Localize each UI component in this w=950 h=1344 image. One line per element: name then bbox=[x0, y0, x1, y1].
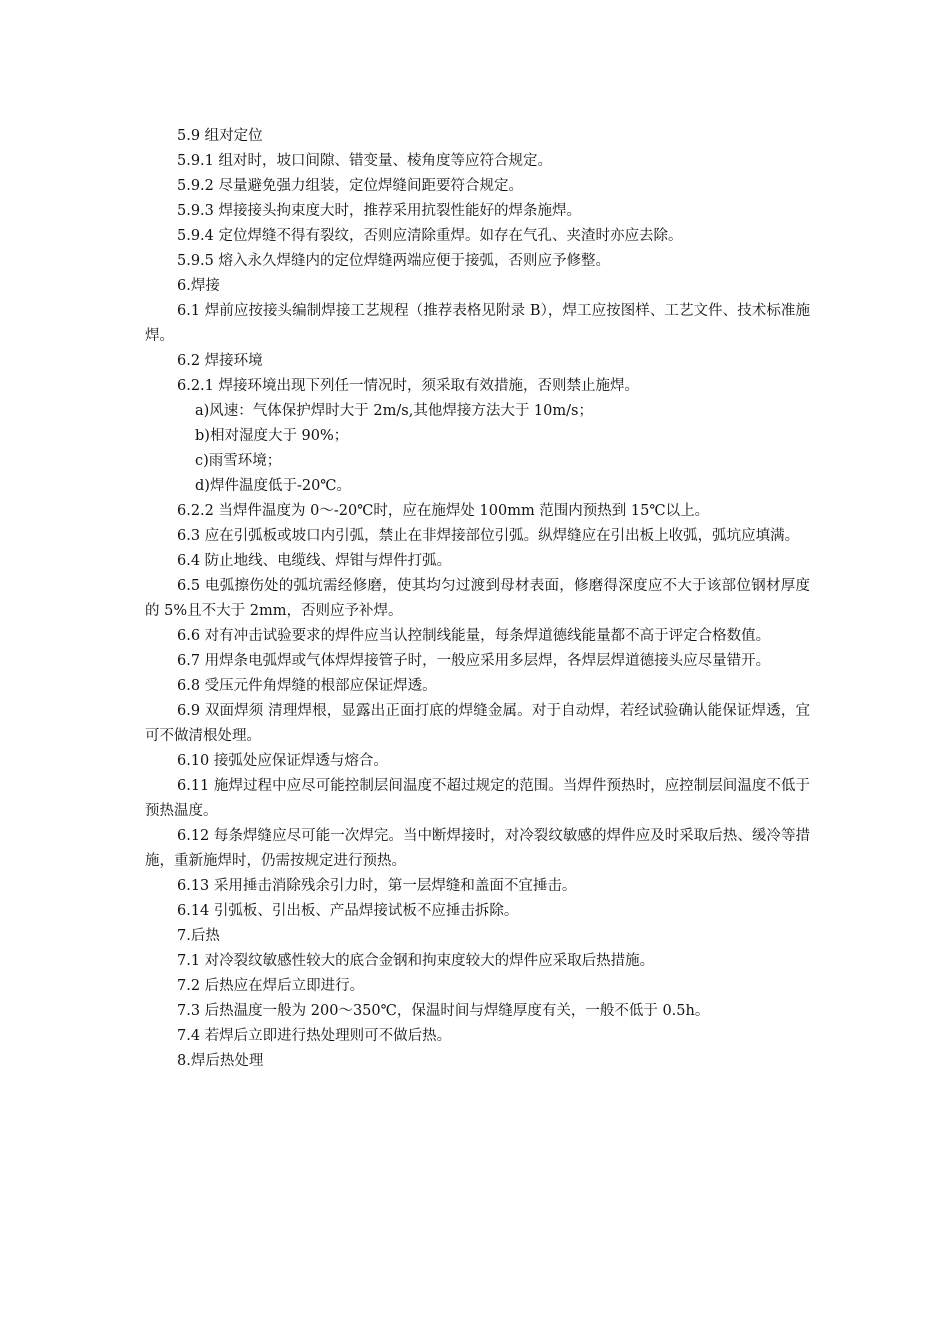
paragraph: 6.9 双面焊须 清理焊根，显露出正面打底的焊缝金属。对于自动焊，若经试验确认能保证焊透，宜可不做清根处理。 bbox=[145, 703, 810, 744]
paragraph: 6.4 防止地线、电缆线、焊钳与焊件打弧。 bbox=[177, 553, 452, 569]
section-heading: 7.后热 bbox=[177, 928, 220, 944]
paragraph: 5.9.1 组对时，坡口间隙、错变量、棱角度等应符合规定。 bbox=[177, 153, 553, 169]
list-item: d)焊件温度低于-20℃。 bbox=[195, 478, 352, 494]
list-item: b)相对湿度大于 90%； bbox=[195, 428, 349, 444]
section-heading: 6.焊接 bbox=[177, 278, 220, 294]
paragraph: 5.9.3 焊接接头拘束度大时，推荐采用抗裂性能好的焊条施焊。 bbox=[177, 203, 582, 219]
paragraph: 7.4 若焊后立即进行热处理则可不做后热。 bbox=[177, 1028, 452, 1044]
paragraph: 7.2 后热应在焊后立即进行。 bbox=[177, 978, 365, 994]
paragraph: 7.3 后热温度一般为 200～350℃，保温时间与焊缝厚度有关，一般不低于 0.5h。 bbox=[177, 1003, 710, 1019]
paragraph: 6.2 焊接环境 bbox=[177, 353, 263, 369]
document-body bbox=[145, 124, 810, 1074]
paragraph: 6.14 引弧板、引出板、产品焊接试板不应捶击拆除。 bbox=[177, 903, 519, 919]
paragraph: 5.9.4 定位焊缝不得有裂纹，否则应清除重焊。如存在气孔、夹渣时亦应去除。 bbox=[177, 228, 683, 244]
paragraph: 6.2.2 当焊件温度为 0～-20℃时，应在施焊处 100mm 范围内预热到 15℃以上。 bbox=[177, 503, 710, 519]
paragraph: 6.6 对有冲击试验要求的焊件应当认控制线能量，每条焊道德线能量都不高于评定合格数值。 bbox=[177, 628, 771, 644]
paragraph: 6.2.1 焊接环境出现下列任一情况时，须采取有效措施，否则禁止施焊。 bbox=[177, 378, 640, 394]
list-item: c)雨雪环境； bbox=[195, 453, 282, 469]
paragraph: 6.8 受压元件角焊缝的根部应保证焊透。 bbox=[177, 678, 437, 694]
paragraph: 6.10 接弧处应保证焊透与熔合。 bbox=[177, 753, 388, 769]
paragraph: 6.11 施焊过程中应尽可能控制层间温度不超过规定的范围。当焊件预热时，应控制层间温度不低于预热温度。 bbox=[145, 778, 810, 819]
paragraph: 6.13 采用捶击消除残余引力时，第一层焊缝和盖面不宜捶击。 bbox=[177, 878, 577, 894]
paragraph: 7.1 对冷裂纹敏感性较大的底合金钢和拘束度较大的焊件应采取后热措施。 bbox=[177, 953, 655, 969]
paragraph: 6.12 每条焊缝应尽可能一次焊完。当中断焊接时，对冷裂纹敏感的焊件应及时采取后热、缓冷等措施，重新施焊时，仍需按规定进行预热。 bbox=[145, 828, 810, 869]
section-heading: 8.焊后热处理 bbox=[177, 1053, 264, 1069]
paragraph: 5.9.5 熔入永久焊缝内的定位焊缝两端应便于接弧，否则应予修整。 bbox=[177, 253, 611, 269]
paragraph: 5.9.2 尽量避免强力组装，定位焊缝间距要符合规定。 bbox=[177, 178, 524, 194]
paragraph: 5.9 组对定位 bbox=[177, 128, 263, 144]
paragraph: 6.7 用焊条电弧焊或气体焊焊接管子时，一般应采用多层焊，各焊层焊道德接头应尽量错开。 bbox=[177, 653, 771, 669]
paragraph: 6.5 电弧擦伤处的弧坑需经修磨，使其均匀过渡到母材表面，修磨得深度应不大于该部位钢材厚度的 5%且不大于 2mm，否则应予补焊。 bbox=[145, 578, 810, 619]
paragraph: 6.3 应在引弧板或坡口内引弧，禁止在非焊接部位引弧。纵焊缝应在引出板上收弧，弧坑应填满。 bbox=[177, 528, 800, 544]
list-item: a)风速：气体保护焊时大于 2m/s,其他焊接方法大于 10m/s； bbox=[195, 403, 593, 419]
paragraph: 6.1 焊前应按接头编制焊接工艺规程（推荐表格见附录 B），焊工应按图样、工艺文件、技术标准施焊。 bbox=[145, 303, 810, 344]
